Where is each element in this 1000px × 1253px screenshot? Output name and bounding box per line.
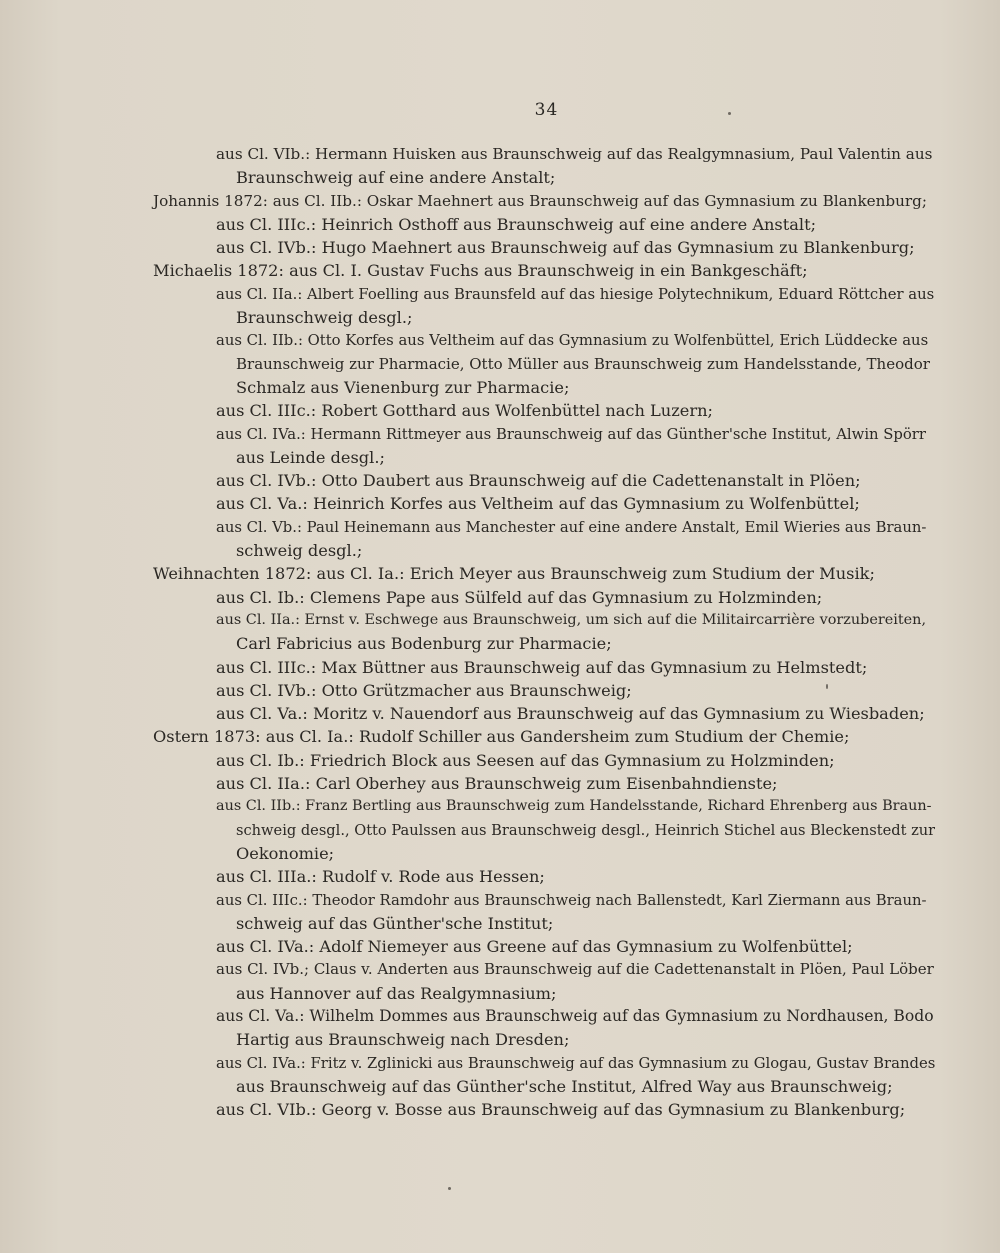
text-line: aus Cl. IVb.: Hugo Maehnert aus Braunschweig auf das Gymnasium zu Blankenburg;: [216, 238, 915, 258]
text-line: aus Hannover auf das Realgymnasium;: [236, 983, 557, 1003]
text-line: aus Cl. IVb.; Claus v. Anderten aus Braunschweig auf die Cadettenanstalt in Plöen, Paul Löber: [216, 960, 934, 979]
text-line: aus Cl. VIb.: Hermann Huisken aus Braunschweig auf das Realgymnasium, Paul Valentin aus: [216, 145, 933, 163]
text-line: schweig desgl., Otto Paulssen aus Braunschweig desgl., Heinrich Stichel aus Bleckenstedt zur: [236, 821, 935, 839]
text-line: aus Cl. IVb.: Otto Daubert aus Braunschweig auf die Cadettenanstalt in Plöen;: [216, 471, 861, 491]
text-line: schweig auf das Günther'sche Institut;: [236, 913, 554, 933]
text-line: aus Cl. IVa.: Hermann Rittmeyer aus Braunschweig auf das Günther'sche Institut, Alwin Spörr: [216, 425, 926, 443]
text-line: aus Cl. IVa.: Adolf Niemeyer aus Greene auf das Gymnasium zu Wolfenbüttel;: [216, 937, 853, 957]
text-line: aus Cl. IVa.: Fritz v. Zglinicki aus Braunschweig auf das Gymnasium zu Glogau, Gustav Brandes: [216, 1054, 935, 1072]
text-line: Braunschweig zur Pharmacie, Otto Müller aus Braunschweig zum Handelsstande, Theodor: [236, 354, 930, 373]
text-line: aus Cl. Va.: Moritz v. Nauendorf aus Braunschweig auf das Gymnasium zu Wiesbaden;: [216, 704, 925, 724]
text-body: [150, 143, 935, 1121]
text-line: Hartig aus Braunschweig nach Dresden;: [236, 1030, 570, 1050]
text-line: Oekonomie;: [236, 843, 335, 863]
text-line: Braunschweig desgl.;: [236, 308, 413, 328]
text-line: Braunschweig auf eine andere Anstalt;: [236, 168, 556, 188]
text-line: aus Cl. IIIc.: Theodor Ramdohr aus Braunschweig nach Ballenstedt, Karl Ziermann aus Braun-: [216, 891, 927, 909]
text-line: aus Leinde desgl.;: [236, 447, 385, 467]
page-number: 34: [534, 100, 559, 120]
text-line: Ostern 1873: aus Cl. Ia.: Rudolf Schiller aus Gandersheim zum Studium der Chemie;: [153, 727, 850, 747]
text-line: Johannis 1872: aus Cl. IIb.: Oskar Maehnert aus Braunschweig auf das Gymnasium zu Blankenburg;: [153, 191, 928, 210]
text-line: aus Cl. IIIa.: Rudolf v. Rode aus Hessen;: [216, 867, 545, 887]
text-line: aus Braunschweig auf das Günther'sche Institut, Alfred Way aus Braunschweig;: [236, 1076, 893, 1096]
text-line: Weihnachten 1872: aus Cl. Ia.: Erich Meyer aus Braunschweig zum Studium der Musik;: [153, 564, 875, 584]
text-line: Michaelis 1872: aus Cl. I. Gustav Fuchs aus Braunschweig in ein Bankgeschäft;: [153, 261, 808, 281]
text-line: aus Cl. Vb.: Paul Heinemann aus Manchester auf eine andere Anstalt, Emil Wieries aus Braun-: [216, 518, 927, 536]
text-line: aus Cl. IIIc.: Max Büttner aus Braunschweig auf das Gymnasium zu Helmstedt;: [216, 657, 868, 677]
paper-speck: [448, 1187, 451, 1190]
text-line: aus Cl. IIIc.: Heinrich Osthoff aus Braunschweig auf eine andere Anstalt;: [216, 214, 817, 234]
text-line: aus Cl. Ib.: Friedrich Block aus Seesen auf das Gymnasium zu Holzminden;: [216, 750, 835, 770]
text-line: aus Cl. IIa.: Carl Oberhey aus Braunschweig zum Eisenbahndienste;: [216, 774, 778, 794]
text-line: aus Cl. IIIc.: Robert Gotthard aus Wolfenbüttel nach Luzern;: [216, 401, 713, 421]
text-line: aus Cl. IIa.: Ernst v. Eschwege aus Braunschweig, um sich auf die Militaircarrière vorzubereiten,: [216, 611, 927, 628]
paper-speck: [826, 684, 828, 689]
text-line: Carl Fabricius aus Bodenburg zur Pharmacie;: [236, 634, 612, 654]
text-line: aus Cl. Ib.: Clemens Pape aus Sülfeld auf das Gymnasium zu Holzminden;: [216, 587, 823, 607]
text-line: Schmalz aus Vienenburg zur Pharmacie;: [236, 377, 570, 397]
text-line: aus Cl. VIb.: Georg v. Bosse aus Braunschweig auf das Gymnasium zu Blankenburg;: [216, 1100, 906, 1120]
paper-speck: [728, 112, 731, 115]
text-line: aus Cl. Va.: Heinrich Korfes aus Veltheim auf das Gymnasium zu Wolfenbüttel;: [216, 494, 860, 514]
text-line: aus Cl. Va.: Wilhelm Dommes aus Braunschweig auf das Gymnasium zu Nordhausen, Bodo: [216, 1006, 934, 1025]
text-line: schweig desgl.;: [236, 541, 363, 561]
text-line: aus Cl. IIa.: Albert Foelling aus Braunsfeld auf das hiesige Polytechnikum, Eduard Röttcher aus: [216, 285, 935, 303]
text-line: aus Cl. IVb.: Otto Grützmacher aus Braunschweig;: [216, 680, 632, 700]
text-line: aus Cl. IIb.: Franz Bertling aus Braunschweig zum Handelsstande, Richard Ehrenberg aus Braun-: [216, 798, 932, 815]
text-line: aus Cl. IIb.: Otto Korfes aus Veltheim auf das Gymnasium zu Wolfenbüttel, Erich Lüddecke aus: [216, 332, 929, 350]
